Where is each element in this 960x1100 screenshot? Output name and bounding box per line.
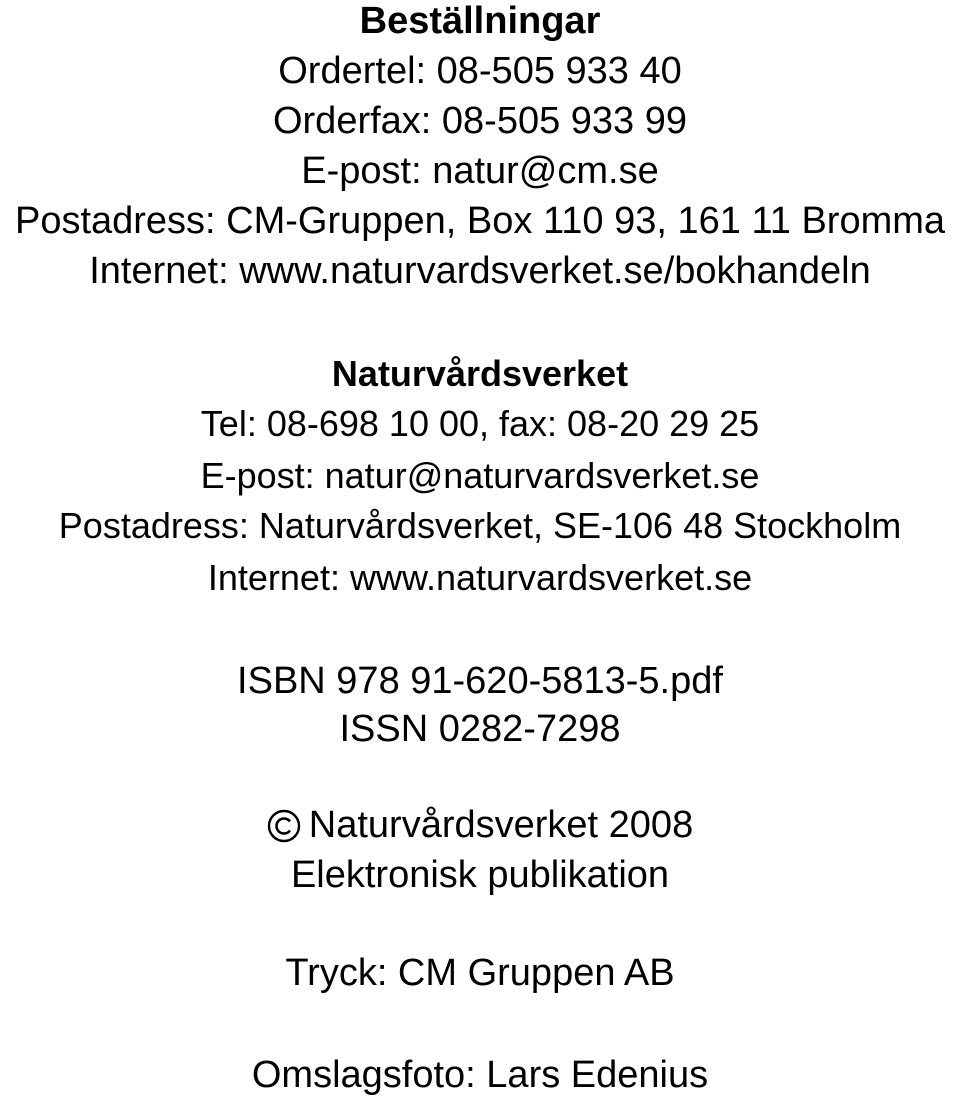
orders-fax: Orderfax: 08-505 933 99 [272, 100, 688, 142]
agency-phone-fax: Tel: 08-698 10 00, fax: 08-20 29 25 [200, 403, 760, 444]
orders-heading: Beställningar [359, 0, 601, 42]
issn-number: ISSN 0282-7298 [339, 708, 621, 750]
print-info: Tryck: CM Gruppen AB [285, 952, 675, 994]
orders-postal-address: Postadress: CM-Gruppen, Box 110 93, 161 11 Bromma [14, 200, 946, 242]
publication-type: Elektronisk publikation [290, 854, 670, 896]
copyright-text: Naturvårdsverket 2008 [308, 804, 694, 846]
cover-photo-credit: Omslagsfoto: Lars Edenius [251, 1054, 709, 1096]
copyright-icon [267, 809, 301, 850]
agency-heading: Naturvårdsverket [331, 353, 629, 394]
isbn-number: ISBN 978 91-620-5813-5.pdf [237, 660, 723, 702]
agency-internet: Internet: www.naturvardsverket.se [207, 557, 753, 598]
orders-internet: Internet: www.naturvardsverket.se/bokhandeln [89, 250, 871, 292]
agency-postal-address: Postadress: Naturvårdsverket, SE-106 48 Stockholm [58, 505, 902, 546]
orders-phone: Ordertel: 08-505 933 40 [278, 50, 682, 92]
copyright-line [0, 806, 960, 850]
agency-email: E-post: natur@naturvardsverket.se [200, 455, 760, 496]
orders-email: E-post: natur@cm.se [301, 150, 659, 192]
